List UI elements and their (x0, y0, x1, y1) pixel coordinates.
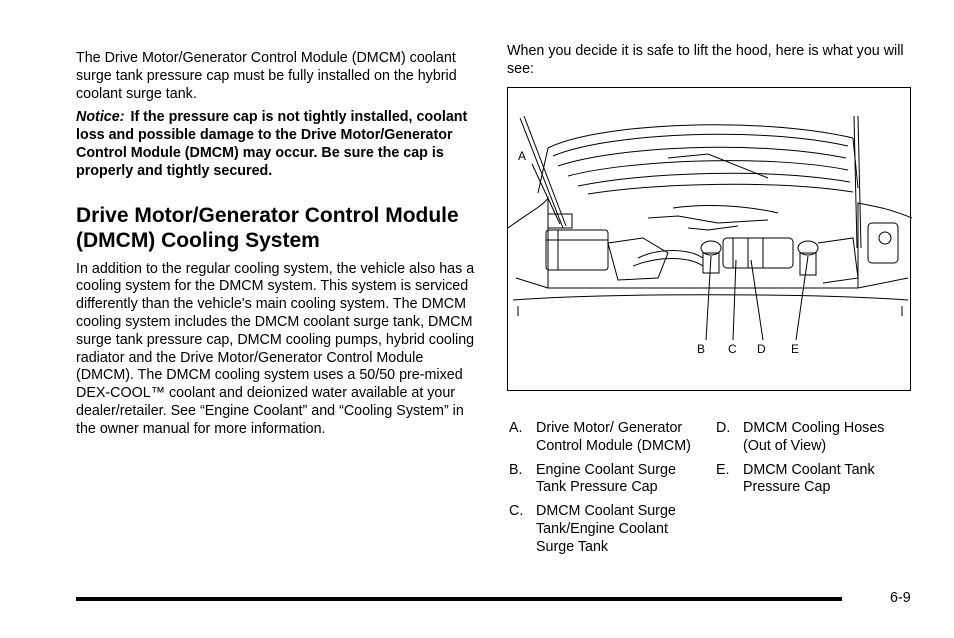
label-a: A (518, 149, 527, 163)
label-e: E (791, 342, 800, 356)
legend-item-a (509, 420, 704, 456)
label-c: C (728, 342, 737, 356)
footer-rule (76, 597, 842, 601)
legend-text: DMCM Coolant Surge Tank/Engine Coolant Surge Tank (536, 503, 676, 555)
page-number: 6-9 (890, 590, 911, 606)
right-column (507, 43, 917, 79)
legend-item-e (716, 462, 916, 498)
legend-text: Drive Motor/ Generator Control Module (DMCM) (536, 420, 691, 454)
legend-letter: E. (716, 461, 730, 478)
legend-letter: B. (509, 461, 523, 478)
legend-right (716, 420, 916, 503)
legend-item-c (509, 503, 704, 556)
legend-item-b (509, 462, 704, 498)
legend-letter: C. (509, 503, 524, 520)
label-b: B (697, 342, 706, 356)
notice-paragraph (76, 109, 481, 180)
legend-text: Engine Coolant Surge Tank Pressure Cap (536, 461, 676, 496)
engine-bay-illustration (507, 87, 911, 391)
legend-letter: A. (509, 420, 523, 436)
intro-paragraph: The Drive Motor/Generator Control Module (DMCM) coolant surge tank pressure cap must be fully installed on the hybrid coolant surge tank. (76, 50, 457, 102)
engine-bay-drawing (508, 88, 912, 392)
legend-letter: D. (716, 420, 731, 436)
legend-left (509, 420, 704, 563)
section-heading: Drive Motor/Generator Control Module (DMCM) Cooling System (76, 203, 459, 252)
figure-intro: When you decide it is safe to lift the hood, here is what you will see: (507, 43, 904, 77)
notice-label: Notice: (76, 109, 125, 126)
notice-text: If the pressure cap is not tightly installed, coolant loss and possible damage to the Drive Motor/Generator Control Module (DMCM) may occur. Be sure the cap is properly and tightly secured. (76, 109, 468, 179)
left-column (76, 50, 481, 439)
label-d: D (757, 342, 766, 356)
body-paragraph: In addition to the regular cooling system, the vehicle also has a cooling system for the DMCM system. This system is serviced differently than the vehicle's main cooling system. The DMCM cooling system includes the DMCM coolant surge tank, DMCM surge tank pressure cap, DMCM cooling pumps, hybrid cooling radiator and the Drive Motor/Generator Control Module (DMCM). The DMCM cooling system uses a 50/50 pre-mixed DEX-COOL™ coolant and deionized water available at your dealer/retailer. See “Engine Coolant” and “Cooling System” in the owner manual for more information. (76, 260, 475, 437)
legend-text: DMCM Coolant Tank Pressure Cap (743, 461, 875, 496)
legend-text: DMCM Cooling Hoses (Out of View) (743, 420, 885, 454)
legend-item-d (716, 420, 916, 456)
